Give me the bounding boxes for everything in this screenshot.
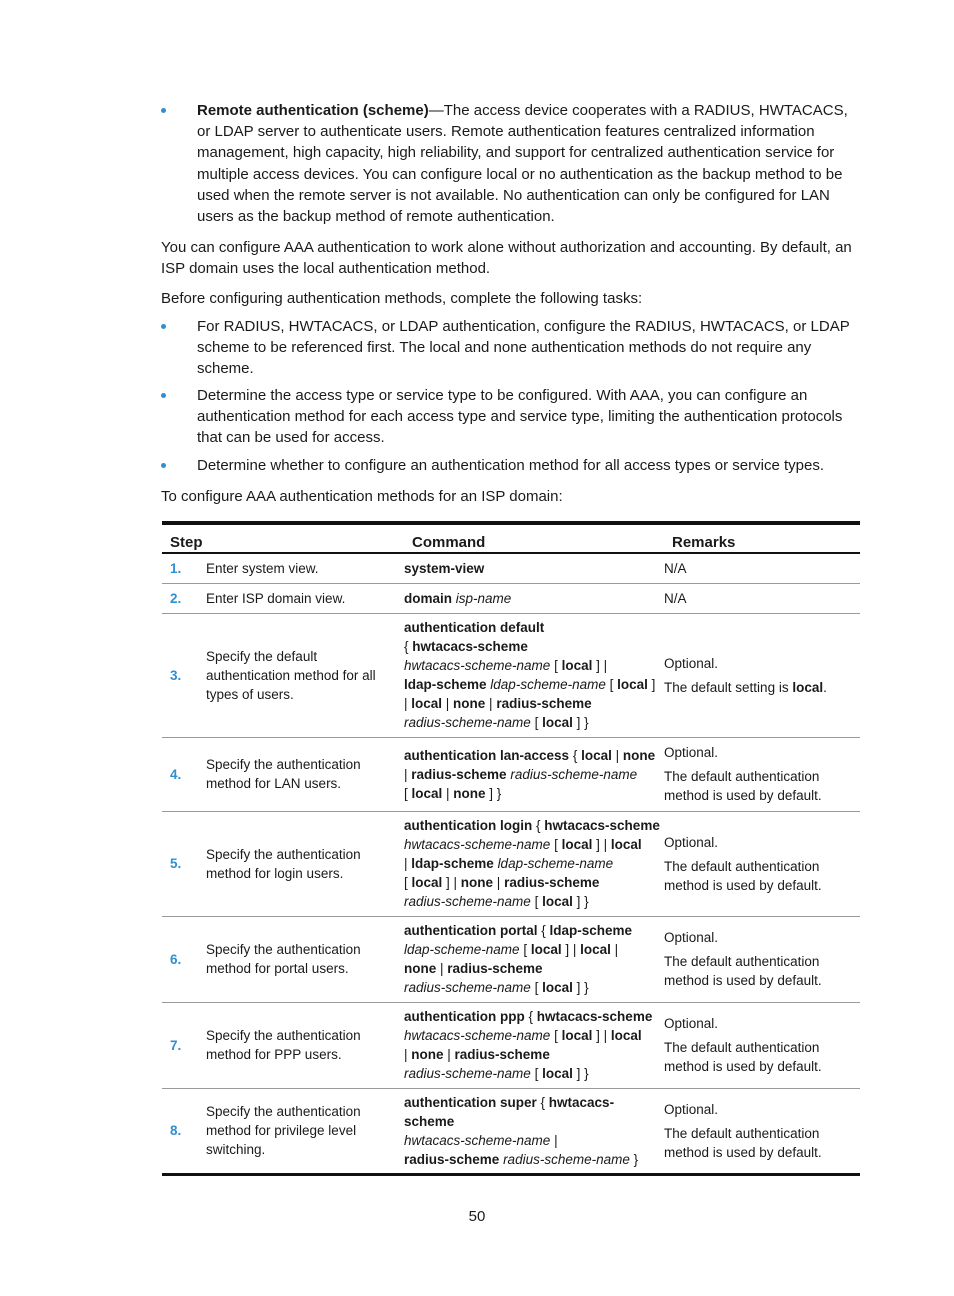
command-keyword: none xyxy=(453,785,486,801)
command-syntax: | xyxy=(442,696,454,711)
command-syntax: | xyxy=(443,1047,455,1062)
table-row xyxy=(162,737,860,811)
command-keyword: radius-scheme xyxy=(454,1047,550,1062)
remark-line: The default authentication method is used by default. xyxy=(664,1125,822,1160)
config-steps-table xyxy=(162,521,860,1176)
page-number: 50 xyxy=(468,1208,486,1225)
step-description: Specify the authentication method for privilege level switching. xyxy=(206,1088,404,1174)
step-remarks xyxy=(664,583,860,613)
command-syntax: [ xyxy=(605,677,618,692)
command-syntax: [ xyxy=(404,875,412,890)
step-number: 7. xyxy=(162,1002,206,1088)
step-description: Specify the authentication method for LAN users. xyxy=(206,737,404,811)
step-number: 4. xyxy=(162,737,206,811)
command-syntax: | xyxy=(404,1047,412,1062)
step-command xyxy=(404,553,664,583)
command-keyword: local xyxy=(581,747,612,763)
remark-keyword: local xyxy=(792,679,824,695)
remark-line: Optional. xyxy=(664,834,719,850)
table-row xyxy=(162,553,860,583)
command-keyword: none xyxy=(453,696,486,711)
command-keyword: local xyxy=(411,785,443,801)
command-syntax: [ xyxy=(530,894,543,909)
step-command xyxy=(404,613,664,737)
command-argument: ldap-scheme-name xyxy=(490,677,606,692)
command-syntax: [ xyxy=(550,837,562,852)
command-keyword: local xyxy=(561,1028,593,1043)
command-syntax: | xyxy=(611,747,623,763)
command-syntax: [ xyxy=(530,1066,543,1081)
command-syntax: | xyxy=(404,696,412,711)
command-syntax: ] } xyxy=(572,980,589,995)
command-syntax: | xyxy=(404,856,412,871)
step-remarks xyxy=(664,916,860,1002)
task-item xyxy=(161,385,864,449)
remark-line: Optional. xyxy=(664,655,719,671)
command-keyword: radius-scheme xyxy=(411,766,507,782)
command-keyword: local xyxy=(542,1066,573,1081)
step-remarks xyxy=(664,1088,860,1174)
remark-line: The default authentication method is used by default. xyxy=(664,769,822,803)
step-remarks xyxy=(664,553,860,583)
step-command xyxy=(404,1002,664,1088)
task-item xyxy=(161,316,864,380)
command-argument: ldap-scheme-name xyxy=(497,856,614,871)
table-header-row xyxy=(162,523,860,553)
header-remarks: Remarks xyxy=(664,523,860,553)
step-description: Specify the default authentication method for all types of users. xyxy=(206,613,404,737)
command-argument: radius-scheme-name xyxy=(503,1151,630,1167)
remark-line: Optional. xyxy=(664,1101,719,1117)
command-syntax: | xyxy=(436,961,448,976)
command-keyword: ldap-scheme xyxy=(549,923,633,938)
task-text: For RADIUS, HWTACACS, or LDAP authentication, configure the RADIUS, HWTACACS, or LDAP scheme to be referenced first. The local and none authentication methods do not require any scheme. xyxy=(197,318,850,378)
bullet-remote-authentication xyxy=(161,100,864,227)
command-argument: hwtacacs-scheme-name xyxy=(404,1028,551,1043)
command-keyword: hwtacacs-scheme xyxy=(544,818,660,833)
command-keyword: local xyxy=(617,677,648,692)
command-argument: radius-scheme-name xyxy=(510,766,638,782)
command-keyword: local xyxy=(542,980,573,995)
step-command xyxy=(404,737,664,811)
command-syntax: ] } xyxy=(485,785,502,801)
command-syntax: | xyxy=(610,942,619,957)
command-keyword: ldap-scheme xyxy=(404,677,487,692)
step-command xyxy=(404,916,664,1002)
command-keyword: local xyxy=(561,837,593,852)
command-syntax: ] | xyxy=(442,875,461,890)
command-keyword: none xyxy=(460,875,494,890)
bullet-bold-term: Remote authentication (scheme) xyxy=(197,102,429,119)
command-argument: hwtacacs-scheme-name xyxy=(404,1132,551,1148)
command-keyword: authentication ppp xyxy=(404,1009,525,1024)
table-row xyxy=(162,916,860,1002)
command-keyword: radius-scheme xyxy=(404,1151,500,1167)
bullet-icon xyxy=(161,324,166,329)
table-row xyxy=(162,1002,860,1088)
command-syntax: ] | xyxy=(561,942,581,957)
command-syntax: ] } xyxy=(572,715,589,730)
header-step: Step xyxy=(162,523,404,553)
command-keyword: system-view xyxy=(404,560,485,576)
command-syntax: [ xyxy=(550,658,562,673)
command-syntax: ] } xyxy=(572,894,589,909)
task-text: Determine whether to configure an authentication method for all access types or service types. xyxy=(197,457,824,474)
command-argument: radius-scheme-name xyxy=(404,894,531,909)
step-command xyxy=(404,583,664,613)
command-argument: isp-name xyxy=(455,590,512,606)
step-number: 6. xyxy=(162,916,206,1002)
command-argument: radius-scheme-name xyxy=(404,715,531,730)
command-syntax: ] | xyxy=(592,1028,611,1043)
command-argument: radius-scheme-name xyxy=(404,1066,531,1081)
command-syntax: } xyxy=(629,1151,639,1167)
command-syntax: ] | xyxy=(592,837,611,852)
command-keyword: ldap-scheme xyxy=(411,856,494,871)
command-keyword: none xyxy=(411,1047,444,1062)
step-remarks xyxy=(664,1002,860,1088)
remark-line: The default authentication method is used by default. xyxy=(664,954,822,988)
command-keyword: hwtacacs-scheme xyxy=(412,639,528,654)
command-keyword: authentication portal xyxy=(404,923,538,938)
step-description: Enter system view. xyxy=(206,553,404,583)
command-keyword: hwtacacs-scheme xyxy=(404,1094,615,1129)
command-argument: radius-scheme-name xyxy=(404,980,531,995)
table-row xyxy=(162,613,860,737)
step-number: 2. xyxy=(162,583,206,613)
remark-text: The default setting is xyxy=(664,679,793,695)
step-remarks xyxy=(664,613,860,737)
command-argument: hwtacacs-scheme-name xyxy=(404,658,551,673)
command-keyword: local xyxy=(411,696,443,711)
command-syntax: { xyxy=(537,923,550,938)
step-number: 5. xyxy=(162,811,206,916)
step-description: Specify the authentication method for portal users. xyxy=(206,916,404,1002)
bullet-text xyxy=(197,100,864,227)
command-keyword: local xyxy=(411,875,443,890)
command-syntax: [ xyxy=(404,785,412,801)
command-syntax: { xyxy=(404,639,413,654)
command-keyword: radius-scheme xyxy=(447,961,543,976)
command-keyword: none xyxy=(622,747,656,763)
step-description: Specify the authentication method for PPP users. xyxy=(206,1002,404,1088)
table-row xyxy=(162,1088,860,1174)
command-syntax: { xyxy=(536,1094,549,1110)
command-syntax: { xyxy=(569,747,582,763)
command-syntax: | xyxy=(485,696,497,711)
remark-line xyxy=(664,678,856,697)
remark-text: . xyxy=(823,679,827,695)
bullet-body: —The access device cooperates with a RADIUS, HWTACACS, or LDAP server to authenticate users. Remote authentication features centralized information management, high capacity, high reliability, and support for centralized authentication service for multiple access devices. You can configure local or no authentication as the backup method to be used when the remote server is not available. No authentication can only be configured for LAN users as the backup method of remote authentication. xyxy=(197,102,848,226)
remark-line: N/A xyxy=(664,590,687,606)
remark-line: The default authentication method is used by default. xyxy=(664,858,822,893)
command-keyword: local xyxy=(610,837,642,852)
command-keyword: local xyxy=(542,894,573,909)
command-keyword: local xyxy=(610,1028,642,1043)
command-syntax: { xyxy=(524,1009,537,1024)
bullet-icon xyxy=(161,463,166,468)
command-syntax: ] | xyxy=(592,658,608,673)
command-keyword: authentication login xyxy=(404,818,533,833)
header-command: Command xyxy=(404,523,664,553)
paragraph-before-configuring: Before configuring authentication methods, complete the following tasks: xyxy=(161,290,643,307)
command-keyword: local xyxy=(561,658,593,673)
table-body xyxy=(162,553,860,1174)
step-command xyxy=(404,811,664,916)
command-syntax: [ xyxy=(530,980,543,995)
command-syntax: | xyxy=(550,1132,558,1148)
command-keyword: radius-scheme xyxy=(504,875,600,890)
paragraph-aaa-alone: You can configure AAA authentication to work alone without authorization and accounting. By default, an ISP domain uses the local authentication method. xyxy=(161,239,852,278)
step-description: Enter ISP domain view. xyxy=(206,583,404,613)
task-item xyxy=(161,455,864,476)
command-keyword: local xyxy=(530,942,562,957)
step-number: 3. xyxy=(162,613,206,737)
step-command xyxy=(404,1088,664,1174)
step-number: 8. xyxy=(162,1088,206,1174)
command-keyword: radius-scheme xyxy=(496,696,592,711)
command-keyword: local xyxy=(542,715,573,730)
task-text: Determine the access type or service type to be configured. With AAA, you can configure an authentication method for each access type and service type, limiting the authentication protocols that can be used for access. xyxy=(197,387,843,447)
command-keyword: domain xyxy=(404,590,453,606)
table-row xyxy=(162,583,860,613)
command-keyword: authentication default xyxy=(404,620,545,635)
command-syntax: | xyxy=(493,875,505,890)
paragraph-table-intro: To configure AAA authentication methods for an ISP domain: xyxy=(161,488,563,505)
command-keyword: none xyxy=(404,961,437,976)
bullet-icon xyxy=(161,393,166,398)
command-syntax: [ xyxy=(550,1028,562,1043)
command-argument: ldap-scheme-name xyxy=(404,942,520,957)
command-keyword: local xyxy=(580,942,611,957)
step-remarks xyxy=(664,737,860,811)
command-syntax: { xyxy=(532,818,545,833)
command-syntax: | xyxy=(404,766,412,782)
step-number: 1. xyxy=(162,553,206,583)
command-argument: hwtacacs-scheme-name xyxy=(404,837,551,852)
remark-line: Optional. xyxy=(664,1016,719,1031)
command-syntax: ] } xyxy=(572,1066,589,1081)
command-syntax: | xyxy=(442,785,454,801)
command-syntax: [ xyxy=(530,715,543,730)
step-remarks xyxy=(664,811,860,916)
command-syntax: ] xyxy=(647,677,656,692)
step-description: Specify the authentication method for login users. xyxy=(206,811,404,916)
remark-line: N/A xyxy=(664,560,687,576)
remark-line: Optional. xyxy=(664,930,719,945)
remark-line: Optional. xyxy=(664,745,719,760)
command-keyword: hwtacacs-scheme xyxy=(536,1009,653,1024)
bullet-icon xyxy=(161,108,166,113)
remark-line: The default authentication method is used by default. xyxy=(664,1040,822,1074)
command-syntax: [ xyxy=(519,942,531,957)
table-row xyxy=(162,811,860,916)
command-keyword: authentication super xyxy=(404,1094,537,1110)
command-keyword: authentication lan-access xyxy=(404,747,570,763)
